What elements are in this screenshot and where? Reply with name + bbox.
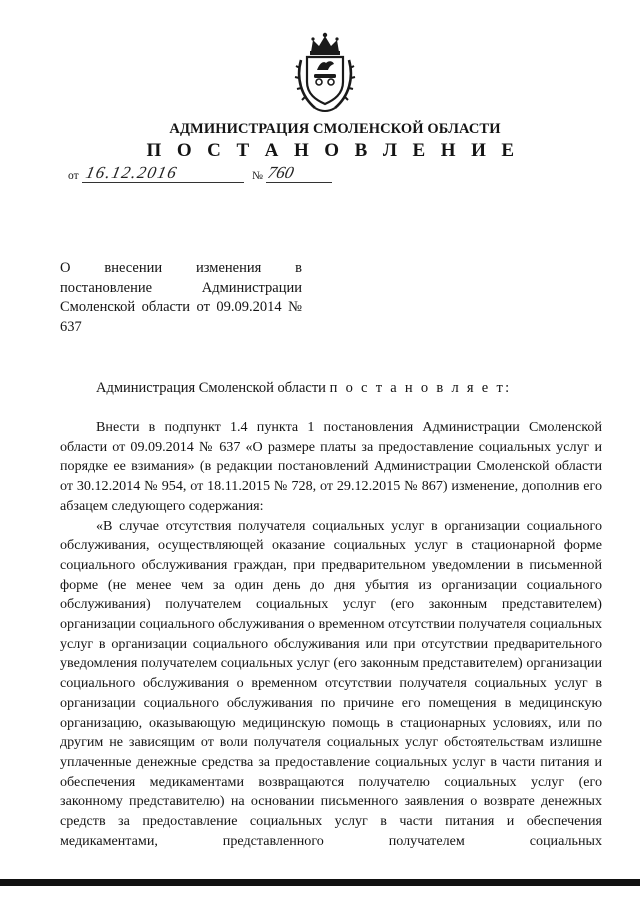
document-subject: О внесении изменения в постановление Администрации Смоленской области от 09.09.2014 № 637 bbox=[60, 260, 302, 335]
coat-of-arms-icon bbox=[293, 30, 357, 114]
preamble-verb: п о с т а н о в л я е т: bbox=[329, 380, 512, 396]
body-paragraph-1: Внести в подпункт 1.4 пункта 1 постановления Администрации Смоленской области от 09.09.2014 № 637 «О размере платы за предоставление социальных услуг и порядке ее взимания» (в редакции постановлений Администрации Смоленской области от 30.12.2014 № 954, от 18.11.2015 № 728, от 29.12.2015 № 867) изменение, дополнив его абзацем следующего содержания: bbox=[60, 419, 602, 514]
number-prefix: № bbox=[252, 170, 263, 182]
preamble-lead: Администрация Смоленской области bbox=[96, 380, 330, 396]
organization-name: АДМИНИСТРАЦИЯ СМОЛЕНСКОЙ ОБЛАСТИ bbox=[169, 121, 501, 137]
preamble bbox=[96, 380, 511, 397]
handwritten-date: 16.12.2016 bbox=[84, 163, 180, 182]
date-prefix: от bbox=[68, 170, 79, 182]
scan-bottom-edge bbox=[0, 879, 640, 886]
body-paragraph-2: «В случае отсутствия получателя социальных услуг в организации социального обслуживания, осуществляющей оказание социальных услуг в стационарной форме социального обслуживания граждан, при предварительном уведомлении в письменной форме (не менее чем за один день до дня убытия из организации социального обслуживания) получателем социальных услуг (его законным представителем) организации социального обслуживания о временном отсутствии получателя социальных услуг в организации социального обслуживания или при отсутствии предварительного уведомления получателем социальных услуг (его законным представителем) организации социального обслуживания о временном отсутствии получателя социальных услуг в организации социального обслуживания по причине его помещения в медицинскую организацию, оказывающую медицинскую помощь в стационарных условиях, или по другим не зависящим от воли получателя социальных услуг обстоятельствам излишне уплаченные денежные средства за предоставление социальных услуг в части питания и обеспечения медикаментами возвращаются получателю социальных услуг (его законному представителю) на основании письменного заявления о возврате денежных средств за предоставление социальных услуг в части питания и обеспечения медикаментами, представленного получателем социальных bbox=[60, 517, 602, 849]
document-type: П О С Т А Н О В Л Е Н И Е bbox=[146, 140, 520, 161]
document-body bbox=[60, 418, 602, 851]
handwritten-number: 760 bbox=[266, 163, 296, 182]
issuance-line bbox=[68, 163, 308, 186]
